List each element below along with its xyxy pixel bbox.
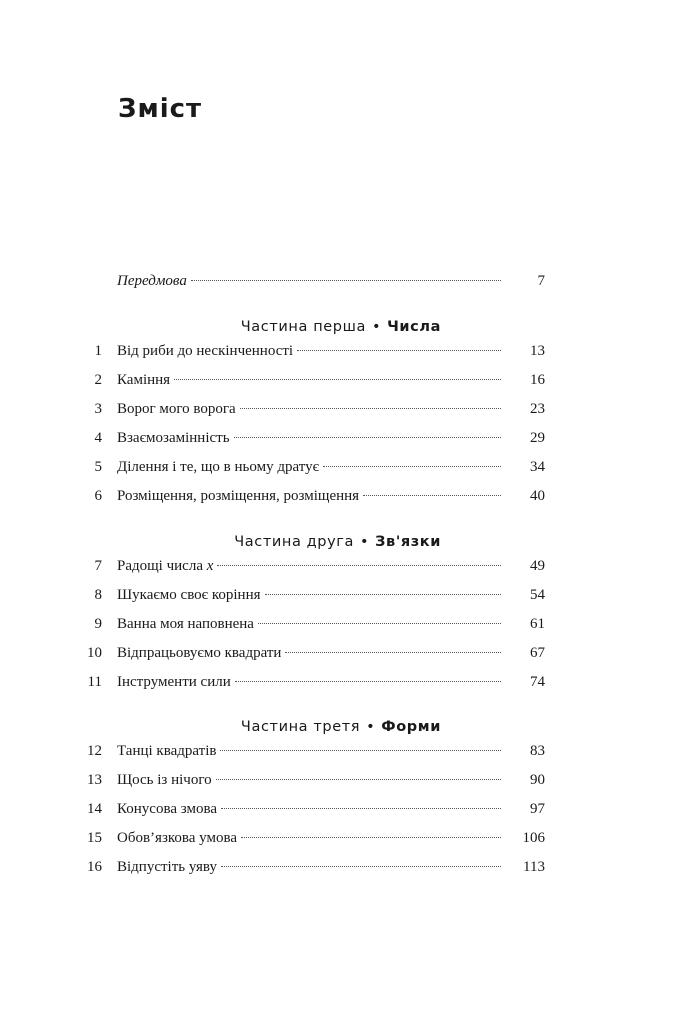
chapter-page: 74: [530, 674, 545, 690]
toc-entry[interactable]: [0, 340, 682, 362]
chapter-title: Відпустіть уяву: [117, 859, 217, 875]
chapter-number: 6: [94, 488, 102, 504]
chapter-page: 23: [530, 401, 545, 417]
dot-leader: [240, 408, 501, 409]
chapter-number: 1: [94, 343, 102, 359]
chapter-number: 10: [87, 645, 102, 661]
chapter-title: Ворог мого ворога: [117, 401, 236, 417]
chapter-page: 29: [530, 430, 545, 446]
toc-entry-page: 7: [537, 273, 545, 289]
chapter-number: 4: [94, 430, 102, 446]
part-separator: •: [366, 719, 376, 735]
chapter-page: 54: [530, 587, 545, 603]
chapter-title-variable: x: [206, 558, 214, 574]
part-label: Частина перша: [240, 319, 366, 335]
part-heading: [117, 716, 441, 738]
dot-leader: [258, 623, 501, 624]
dot-leader: [235, 681, 501, 682]
chapter-title: Відпрацьовуємо квадрати: [117, 645, 282, 661]
chapter-page: 67: [530, 645, 545, 661]
part-heading: [117, 531, 441, 553]
chapter-title: Щось із нічого: [117, 772, 212, 788]
part-separator: •: [371, 319, 382, 335]
dot-leader: [241, 837, 501, 838]
dot-leader: [220, 750, 501, 751]
dot-leader: [221, 808, 501, 809]
toc-entry[interactable]: [0, 485, 682, 507]
chapter-number: 12: [87, 743, 102, 759]
toc-entry[interactable]: [0, 613, 682, 635]
part-label: Частина друга: [234, 534, 354, 550]
chapter-page: 61: [530, 616, 545, 632]
chapter-page: 97: [530, 801, 545, 817]
chapter-number: 16: [87, 859, 102, 875]
chapter-page: 113: [523, 859, 545, 875]
chapter-title: Інструменти сили: [117, 674, 231, 690]
toc-entry[interactable]: [0, 584, 682, 606]
dot-leader: [323, 466, 501, 467]
toc-entry-preface[interactable]: [0, 270, 682, 292]
toc-entry-title: Передмова: [117, 273, 187, 289]
chapter-title-text: Радощі числа: [117, 558, 207, 574]
chapter-title: Танці квадратів: [117, 743, 217, 759]
chapter-title: Взаємозамінність: [117, 430, 230, 446]
chapter-page: 16: [530, 372, 545, 388]
chapter-title: Розміщення, розміщення, розміщення: [117, 488, 360, 504]
chapter-page: 106: [522, 830, 545, 846]
chapter-page: 49: [530, 558, 545, 574]
chapter-number: 15: [87, 830, 102, 846]
chapter-title: Від риби до нескінченності: [117, 343, 294, 359]
part-heading: [117, 316, 441, 338]
chapter-title: Ванна моя наповнена: [117, 616, 254, 632]
chapter-number: 11: [87, 674, 102, 690]
part-separator: •: [359, 534, 370, 550]
dot-leader: [285, 652, 501, 653]
toc-entry[interactable]: [0, 740, 682, 762]
part-name: Форми: [381, 719, 441, 735]
toc-entry[interactable]: [0, 856, 682, 878]
toc-entry[interactable]: [0, 642, 682, 664]
dot-leader: [217, 565, 501, 566]
chapter-number: 9: [94, 616, 102, 632]
toc-entry[interactable]: [0, 427, 682, 449]
chapter-page: 34: [530, 459, 545, 475]
toc-entry[interactable]: [0, 769, 682, 791]
chapter-page: 83: [530, 743, 545, 759]
dot-leader: [234, 437, 501, 438]
part-name: Зв'язки: [375, 534, 441, 550]
chapter-number: 5: [94, 459, 102, 475]
toc-entry[interactable]: [0, 798, 682, 820]
toc-entry[interactable]: [0, 398, 682, 420]
chapter-number: 8: [94, 587, 102, 603]
page-title: Зміст: [118, 94, 203, 124]
chapter-title: Каміння: [117, 372, 171, 388]
dot-leader: [221, 866, 501, 867]
part-name: Числа: [387, 319, 441, 335]
dot-leader: [191, 280, 501, 281]
dot-leader: [216, 779, 501, 780]
dot-leader: [265, 594, 501, 595]
dot-leader: [363, 495, 501, 496]
chapter-title: Шукаємо своє коріння: [117, 587, 261, 603]
dot-leader: [297, 350, 501, 351]
dot-leader: [174, 379, 501, 380]
toc-entry[interactable]: [0, 671, 682, 693]
toc-entry[interactable]: [0, 456, 682, 478]
chapter-number: 13: [87, 772, 102, 788]
part-label: Частина третя: [240, 719, 361, 735]
toc-entry[interactable]: [0, 555, 682, 577]
chapter-number: 3: [94, 401, 102, 417]
chapter-title: Обов’язкова умова: [117, 830, 238, 846]
chapter-title: [117, 555, 213, 577]
chapter-page: 40: [530, 488, 545, 504]
chapter-number: 14: [87, 801, 102, 817]
toc-entry[interactable]: [0, 827, 682, 849]
chapter-number: 7: [94, 558, 102, 574]
chapter-title: Конусова змова: [117, 801, 217, 817]
chapter-page: 90: [530, 772, 545, 788]
toc-entry[interactable]: [0, 369, 682, 391]
chapter-page: 13: [530, 343, 545, 359]
chapter-title: Ділення і те, що в ньому дратує: [117, 459, 320, 475]
chapter-number: 2: [94, 372, 102, 388]
